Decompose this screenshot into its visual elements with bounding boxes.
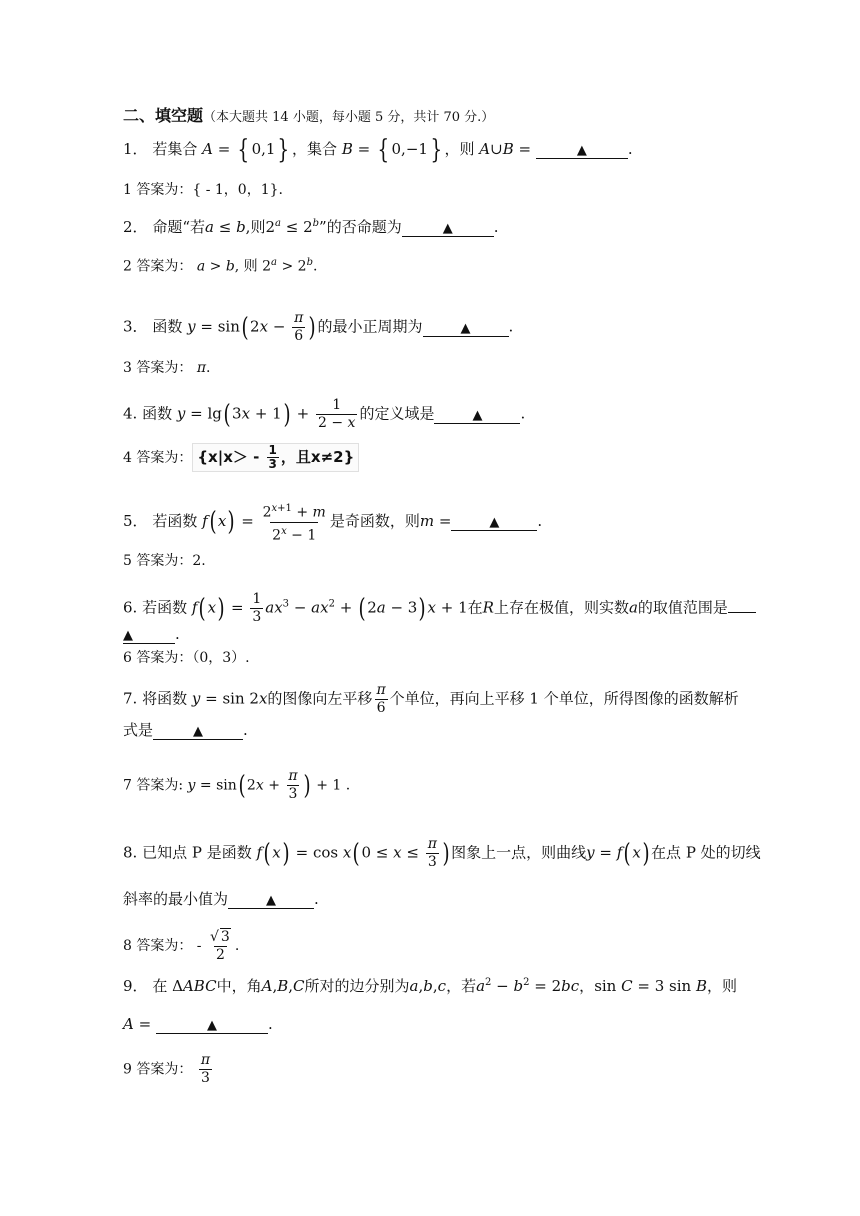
question-text: 若集合: [152, 140, 198, 158]
answer-blank[interactable]: [123, 626, 175, 644]
answer-label: 3 答案为：: [123, 360, 193, 376]
answer-6: [123, 648, 250, 668]
question-number: 8.: [123, 843, 138, 862]
answer-value: （0，3）.: [192, 650, 250, 666]
question-6: 6. 若函数 f( x) = $\frac{1}{3}$ $ax^3 - ax^2$ + ( 2a − 3) x + 1在R上存在极值，则实数a的取值范围是: [123, 591, 756, 626]
answer-2: 2 答案为： a > b, 则 $2^a > 2^b$.: [123, 257, 318, 275]
question-text: .: [314, 890, 319, 908]
answer-value: .: [234, 938, 240, 954]
question-8-cont: [123, 889, 319, 909]
question-text: 在点 P 处的切线: [651, 843, 761, 862]
answer-value: .: [312, 258, 318, 275]
question-text: 的图像向左平移: [267, 689, 373, 708]
answer-label: 1 答案为：: [123, 182, 193, 198]
question-number: 1．: [123, 140, 148, 158]
answer-7: 7 答案为: y = sin( 2x + $\frac{\pi}{3}$ ) + 1 .: [123, 768, 351, 802]
question-3: 3． 函数 y = sin( 2x − $\frac{\pi}{6}$ ) 的最小正周期为 ▲ .: [123, 310, 514, 344]
question-text: 的取值范围是: [637, 598, 728, 617]
question-number: 3．: [123, 317, 148, 336]
question-text: 个单位，再向上平移 1 个单位，所得图像的函数解析: [389, 689, 739, 708]
question-7-cont: [123, 720, 248, 740]
answer-9: 9 答案为： $\frac{\pi}{3}$: [123, 1052, 211, 1086]
blank-marker-icon: ▲: [472, 407, 483, 423]
answer-image: {x|x＞ - $\frac{1}{3}$ ，且x≠2}: [192, 443, 359, 472]
answer-label: 8 答案为：: [123, 938, 193, 954]
answer-value: 2.: [192, 553, 206, 569]
question-7: 7. 将函数 y = sin 2x的图像向左平移 $\frac{\pi}{6}$ 个单位，再向上平移 1 个单位，所得图像的函数解析: [123, 682, 739, 716]
question-text: 命题“若: [152, 218, 205, 236]
answer-label: 5 答案为：: [123, 553, 193, 569]
blank-marker-icon: ▲: [442, 221, 453, 236]
question-4: 4. 函数 y = lg( 3x + 1) + $\frac{1}{2 - x}$ 的定义域是 ▲ .: [123, 397, 526, 431]
question-text: 在: [467, 598, 483, 617]
section-title: 二、填空题: [123, 106, 204, 125]
question-text: ,则: [245, 218, 266, 236]
answer-blank-start[interactable]: [728, 595, 756, 613]
question-text: .: [493, 218, 499, 236]
blank-marker-icon: ▲: [460, 320, 471, 336]
blank-marker-icon: ▲: [123, 628, 133, 643]
answer-1: [123, 180, 283, 200]
math-expression: A: [202, 140, 213, 158]
question-number: 4.: [123, 404, 138, 423]
question-text: 已知点 P 是函数: [142, 843, 252, 862]
answer-label: 2 答案为：: [123, 258, 193, 275]
question-text: 若函数: [152, 512, 198, 531]
answer-label: 7 答案为:: [123, 777, 184, 794]
section-header: [123, 106, 494, 128]
question-6-cont: [123, 624, 180, 644]
question-text: .: [537, 512, 543, 531]
question-text: 函数: [142, 404, 173, 423]
answer-blank[interactable]: [423, 319, 509, 337]
question-text: 的最小正周期为: [317, 317, 423, 336]
answer-blank[interactable]: [153, 722, 243, 740]
answer-3: 3 答案为： π.: [123, 360, 211, 376]
question-text: ，若: [446, 977, 477, 995]
question-text: .: [627, 140, 633, 158]
question-text: 在: [152, 977, 168, 995]
question-number: 2．: [123, 218, 148, 236]
blank-marker-icon: ▲: [266, 893, 277, 908]
answer-value: { - 1，0，1}.: [192, 182, 283, 198]
question-text: 中，角: [216, 977, 262, 995]
question-text: 是奇函数，则: [329, 512, 420, 531]
question-number: 6.: [123, 598, 138, 617]
answer-value: .: [341, 777, 351, 794]
question-number: 9．: [123, 977, 148, 995]
question-text: 若函数: [142, 598, 188, 617]
question-5: 5． 若函数 f( x) = $\frac{2^{x+1} + m}{2^x - 1}$ 是奇函数，则m = ▲ .: [123, 503, 543, 544]
answer-value: .: [206, 360, 211, 376]
question-text: 斜率的最小值为: [123, 890, 229, 908]
question-number: 5．: [123, 512, 148, 531]
answer-blank[interactable]: [451, 513, 537, 531]
question-text: 上存在极值，则实数: [493, 598, 629, 617]
answer-value: {x|x＞ -: [197, 448, 265, 466]
question-text: .: [175, 625, 180, 643]
question-9: 9． 在 ΔABC中，角A,B,C所对的边分别为a,b,c，若$a^2 - b^2 = 2bc$，sin C = 3 sin B，则: [123, 977, 737, 995]
answer-blank[interactable]: [156, 1016, 268, 1034]
answer-blank[interactable]: [402, 219, 494, 237]
question-text: ，集合: [292, 140, 338, 158]
question-text: 式是: [123, 721, 154, 739]
answer-label: 9 答案为：: [123, 1061, 193, 1078]
answer-blank[interactable]: [228, 891, 314, 909]
question-text: 所对的边分别为: [304, 977, 410, 995]
blank-marker-icon: ▲: [206, 1018, 217, 1033]
question-text: 将函数: [142, 689, 188, 708]
question-text: 的定义域是: [359, 404, 435, 423]
blank-marker-icon: ▲: [489, 515, 500, 531]
answer-5: [123, 551, 206, 571]
answer-8: 8 答案为： - $\frac{√ 3}{2}$ .: [123, 929, 240, 963]
answer-blank[interactable]: [434, 406, 520, 424]
question-text: .: [508, 317, 514, 336]
question-text: 函数: [152, 317, 183, 336]
answer-blank[interactable]: [536, 141, 628, 159]
answer-value: ，且x≠2}: [280, 448, 355, 466]
question-text: ”的否命题为: [319, 218, 402, 236]
answer-label: 4 答案为：: [123, 450, 193, 466]
blank-marker-icon: ▲: [576, 143, 587, 158]
question-text: .: [520, 404, 526, 423]
question-8: 8. 已知点 P 是函数 f( x) = cos x( 0 ≤ x ≤ $\frac{\pi}{3}$ ) 图象上一点，则曲线y = f( x) 在点 P 处的切线: [123, 836, 761, 870]
question-text: 图象上一点，则曲线: [451, 843, 587, 862]
question-9-cont: A = ▲ .: [123, 1015, 273, 1033]
question-2: 2． 命题“若a ≤ b,则$2^a \le 2^b$”的否命题为 ▲ .: [123, 218, 499, 236]
question-1: 1． 若集合 A = { 0,1} ，集合 B = { 0,−1} ，则 A∪B = ▲ .: [123, 135, 633, 165]
question-text: ，: [579, 977, 595, 995]
question-number: 7.: [123, 689, 138, 708]
question-text: ，则: [706, 977, 737, 995]
question-text: .: [267, 1015, 273, 1033]
answer-label: 6 答案为：: [123, 650, 193, 666]
question-text: .: [243, 721, 248, 739]
question-text: ，则: [444, 140, 475, 158]
answer-value: -: [192, 938, 206, 954]
section-note: （本大题共 14 小题，每小题 5 分，共计 70 分.）: [203, 110, 495, 125]
answer-4: [123, 443, 359, 472]
blank-marker-icon: ▲: [193, 724, 204, 739]
